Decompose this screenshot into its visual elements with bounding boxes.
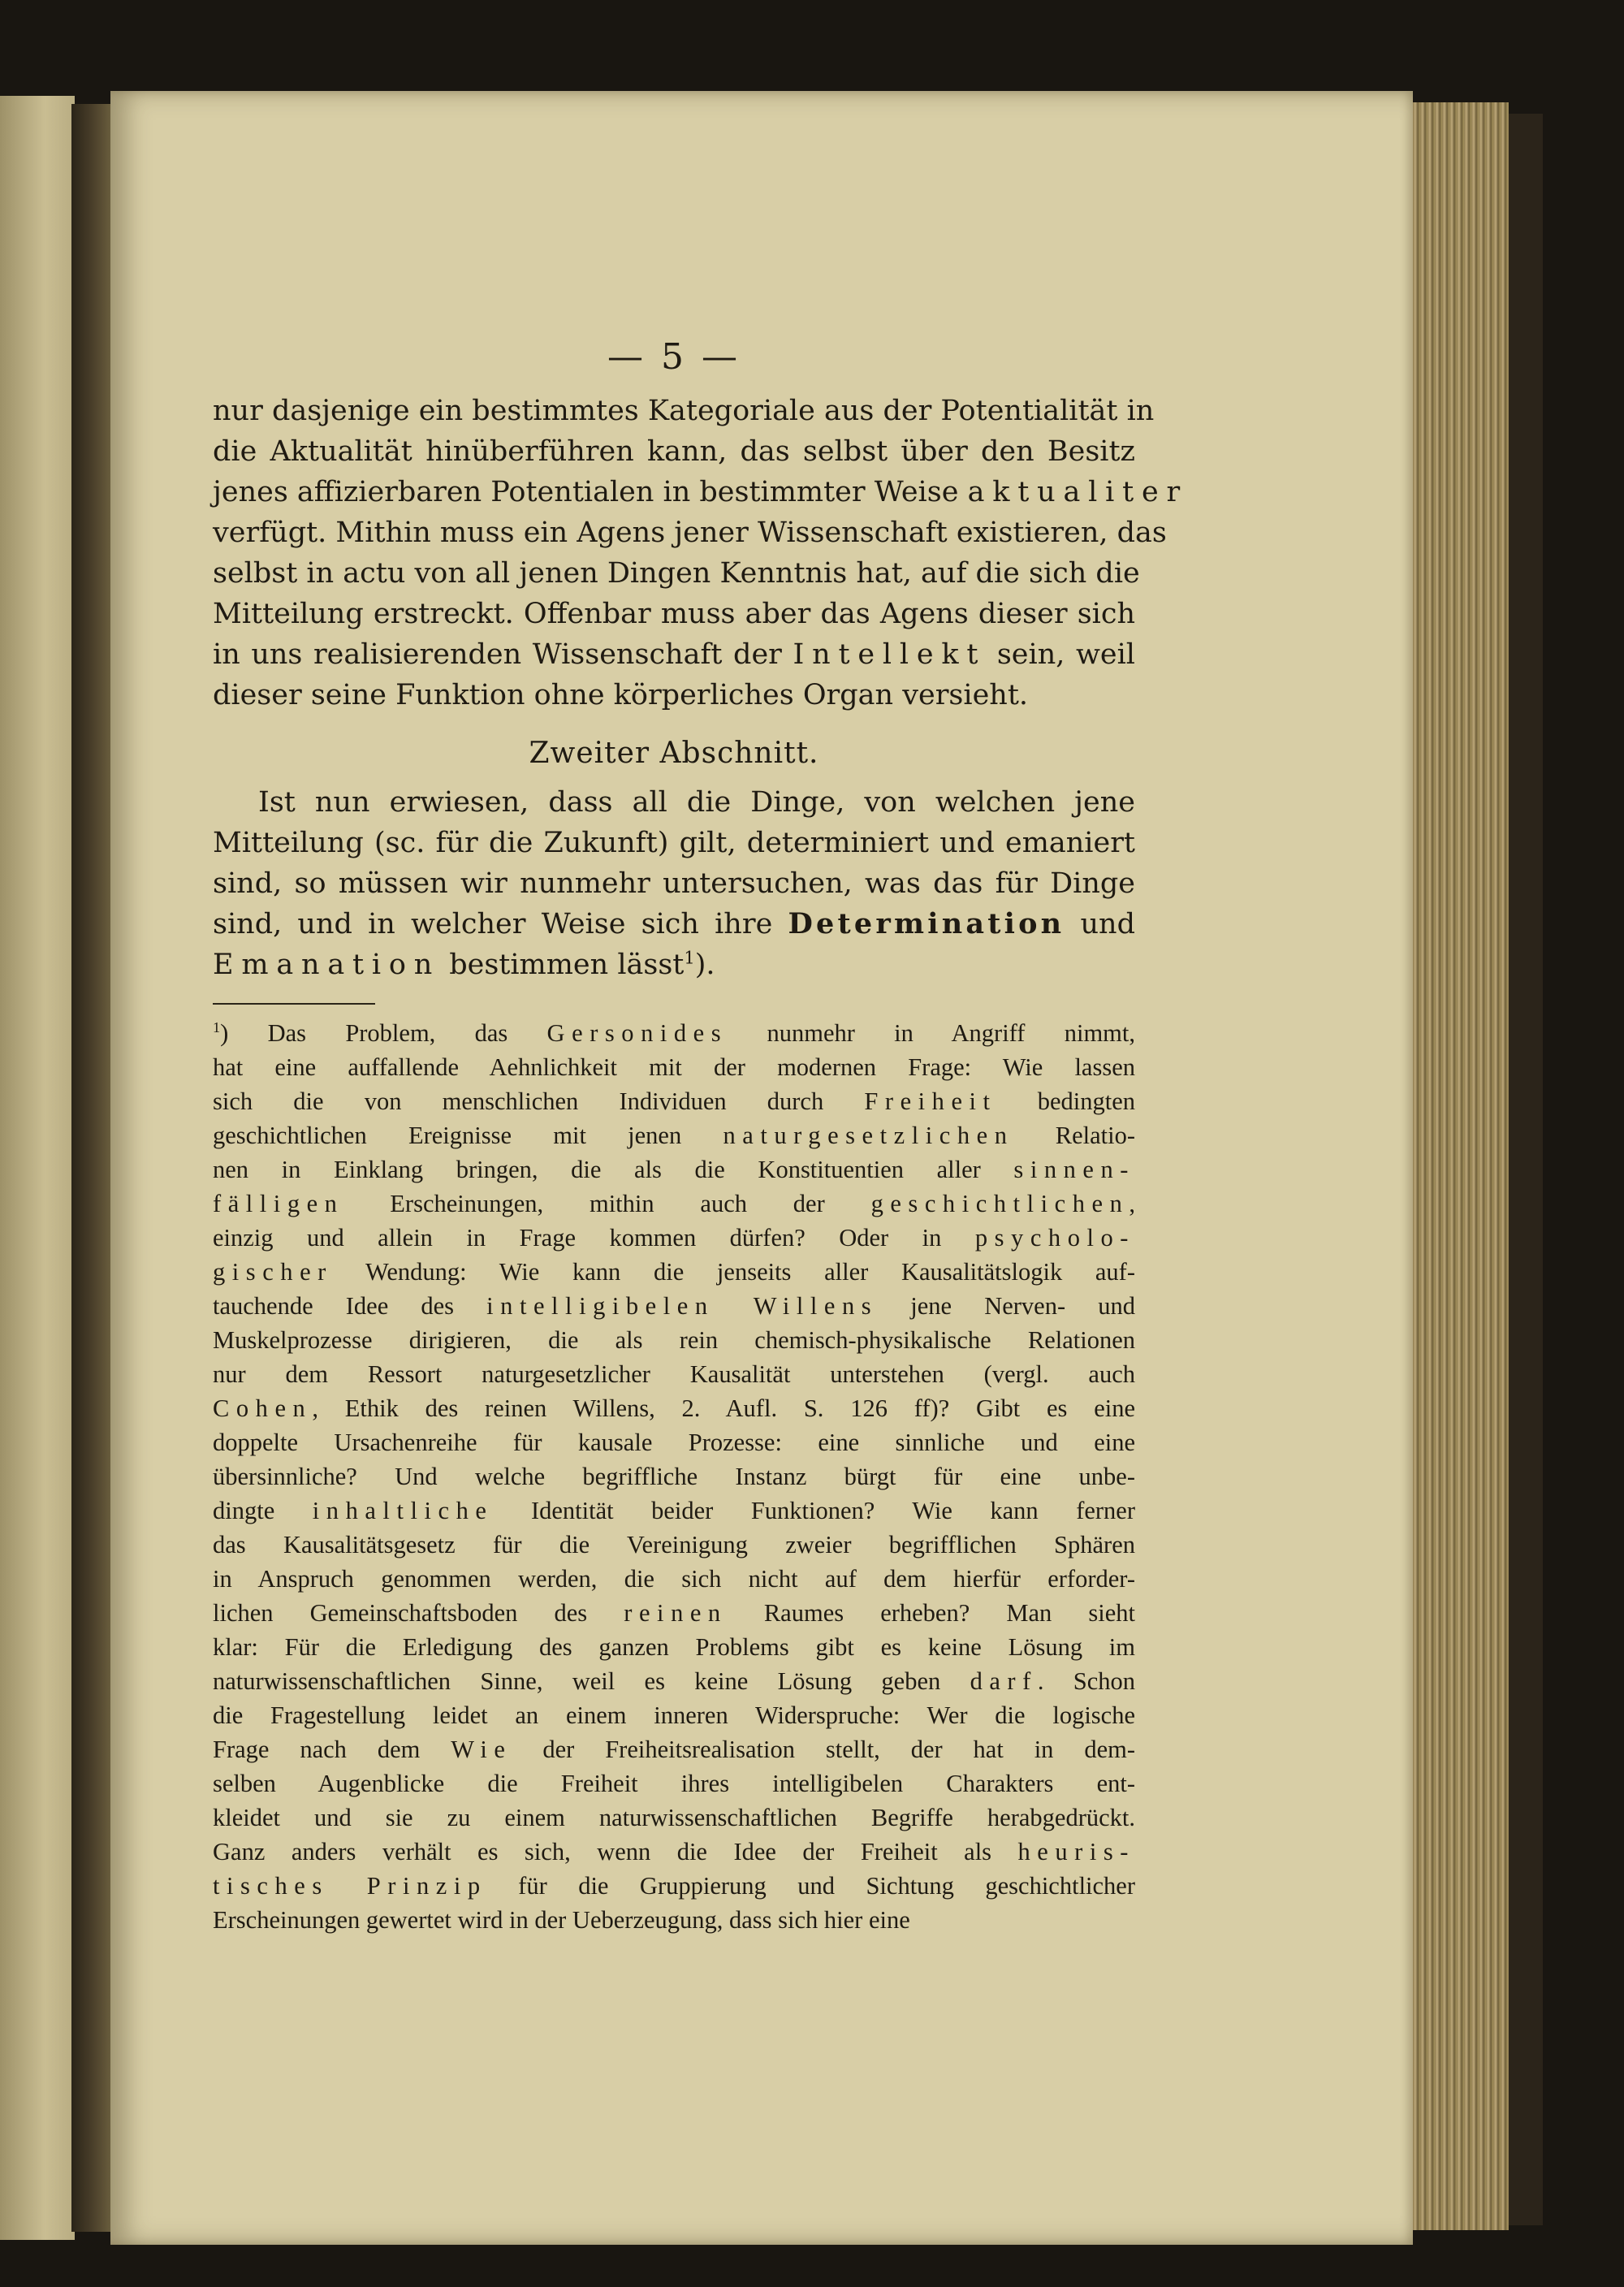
footnote [213, 1016, 1135, 1937]
text-line: Mitteilung (sc. für die Zukunft) gilt, determiniert und emaniert [213, 827, 1135, 859]
text-line: klar: Für die Erledigung des ganzen Problems gibt es keine Lösung im [213, 1633, 1135, 1661]
section-heading: Zweiter Abschnitt. [529, 737, 819, 770]
emphasized-text: Emanation [213, 949, 441, 981]
emphasized-text: sinnen- [1013, 1156, 1135, 1183]
emphasized-text: intelligibelen Willens [486, 1292, 879, 1320]
text-line: Emanation bestimmen lässt$^1$). [213, 948, 715, 981]
text-line: in Anspruch genommen werden, die sich nicht auf dem hierfür erforder- [213, 1565, 1135, 1593]
page-content [213, 329, 1189, 1937]
emphasized-text: naturgesetzlichen [723, 1122, 1014, 1149]
text-line: selbst in actu von all jenen Dingen Kenntnis hat, auf die sich die [213, 557, 1140, 590]
text-line: dieser seine Funktion ohne körperliches Organ versieht. [213, 679, 1029, 711]
text-line: Ist nun erwiesen, dass all die Dinge, von welchen jene [258, 786, 1135, 819]
text-line: $^1$) Das Problem, das Gersonides nunmehr in Angriff nimmt, [213, 1018, 1135, 1047]
footnote-marker: 1 [684, 948, 695, 968]
text-line: kleidet und sie zu einem naturwissenschaftlichen Begriffe herabgedrückt. [213, 1804, 1135, 1831]
book-cover-edge [1509, 114, 1543, 2225]
section-paragraph [213, 782, 1135, 985]
footnote-marker: 1 [213, 1018, 221, 1035]
text-line: dingte inhaltliche Identität beider Funktionen? Wie kann ferner [213, 1497, 1135, 1524]
text-line: tisches Prinzip für die Gruppierung und Sichtung geschichtlicher [213, 1872, 1135, 1900]
text-line: naturwissenschaftlichen Sinne, weil es keine Lösung geben darf. Schon [213, 1667, 1136, 1695]
text-line: fälligen Erscheinungen, mithin auch der geschichtlichen, [213, 1190, 1135, 1217]
text-line: Ganz anders verhält es sich, wenn die Idee der Freiheit als heuris- [213, 1838, 1135, 1865]
emphasized-text: gischer [213, 1258, 333, 1286]
text-line: nen in Einklang bringen, die als die Konstituentien aller sinnen- [213, 1156, 1135, 1183]
main-paragraph [213, 391, 1189, 715]
emphasized-text: heuris- [1017, 1838, 1135, 1865]
text-line: nur dem Ressort naturgesetzlicher Kausalität unterstehen (vergl. auch [213, 1360, 1135, 1388]
text-line: übersinnliche? Und welche begriffliche Instanz bürgt für eine unbe- [213, 1463, 1135, 1490]
text-line: Mitteilung erstreckt. Offenbar muss aber das Agens dieser sich [213, 598, 1135, 630]
emphasized-text: Determination [788, 907, 1065, 940]
text-line: die Aktualität hinüberführen kann, das selbst über den Besitz [213, 435, 1135, 468]
text-line: hat eine auffallende Aehnlichkeit mit der modernen Frage: Wie lassen [213, 1053, 1135, 1081]
emphasized-text: tisches Prinzip [213, 1872, 487, 1900]
text-line: das Kausalitätsgesetz für die Vereinigung zweier begrifflichen Sphären [213, 1531, 1135, 1559]
left-page-edge [0, 96, 75, 2240]
text-line: selben Augenblicke die Freiheit ihres intelligibelen Charakters ent- [213, 1770, 1135, 1797]
page-edges [1413, 102, 1509, 2230]
text-line: verfügt. Mithin muss ein Agens jener Wissenschaft existieren, das [213, 517, 1167, 549]
emphasized-text: aktualiter [967, 476, 1189, 508]
book-gutter [71, 104, 114, 2232]
footnote-divider [213, 1003, 375, 1005]
text-line: lichen Gemeinschaftsboden des reinen Raumes erheben? Man sieht [213, 1599, 1135, 1627]
text-line: die Fragestellung leidet an einem inneren Widerspruche: Wer die logische [213, 1701, 1135, 1729]
text-line: Erscheinungen gewertet wird in der Ueberzeugung, dass sich hier eine [213, 1906, 910, 1934]
text-line: nur dasjenige ein bestimmtes Kategoriale aus der Potentialität in [213, 395, 1155, 427]
text-line: jenes affizierbaren Potentialen in bestimmter Weise aktualiter [213, 476, 1189, 508]
text-line: einzig und allein in Frage kommen dürfen? Oder in psycholo- [213, 1224, 1135, 1252]
text-line: gischer Wendung: Wie kann die jenseits aller Kausalitätslogik auf- [213, 1258, 1135, 1286]
emphasized-text: reinen [624, 1599, 728, 1627]
text-line: doppelte Ursachenreihe für kausale Prozesse: eine sinnliche und eine [213, 1429, 1135, 1456]
text-line: geschichtlichen Ereignisse mit jenen naturgesetzlichen Relatio- [213, 1122, 1135, 1149]
emphasized-text: psycholo- [974, 1224, 1135, 1252]
emphasized-text: geschichtlichen [870, 1190, 1129, 1217]
text-line: sind, und in welcher Weise sich ihre Determination und [213, 907, 1135, 940]
page-number: — 5 — [607, 336, 741, 378]
emphasized-text: Gersonides [546, 1019, 728, 1047]
text-line: sind, so müssen wir nunmehr untersuchen, was das für Dinge [213, 867, 1135, 900]
emphasized-text: Wie [451, 1736, 512, 1763]
emphasized-text: Intellekt [793, 638, 987, 671]
text-line: Frage nach dem Wie der Freiheitsrealisation stellt, der hat in dem- [213, 1736, 1136, 1763]
emphasized-text: Freiheit [864, 1087, 997, 1115]
text-line: in uns realisierenden Wissenschaft der Intellekt sein, weil [213, 638, 1135, 671]
text-line: sich die von menschlichen Individuen durch Freiheit bedingten [213, 1087, 1135, 1115]
emphasized-text: inhaltliche [312, 1497, 494, 1524]
emphasized-text: Cohen [213, 1394, 313, 1422]
text-line: Cohen, Ethik des reinen Willens, 2. Aufl. S. 126 ff)? Gibt es eine [213, 1394, 1135, 1422]
text-line: Muskelprozesse dirigieren, die als rein chemisch-physikalische Relationen [213, 1326, 1135, 1354]
emphasized-text: fälligen [213, 1190, 344, 1217]
text-line: tauchende Idee des intelligibelen Willens jene Nerven- und [213, 1292, 1136, 1320]
emphasized-text: darf [970, 1667, 1038, 1695]
